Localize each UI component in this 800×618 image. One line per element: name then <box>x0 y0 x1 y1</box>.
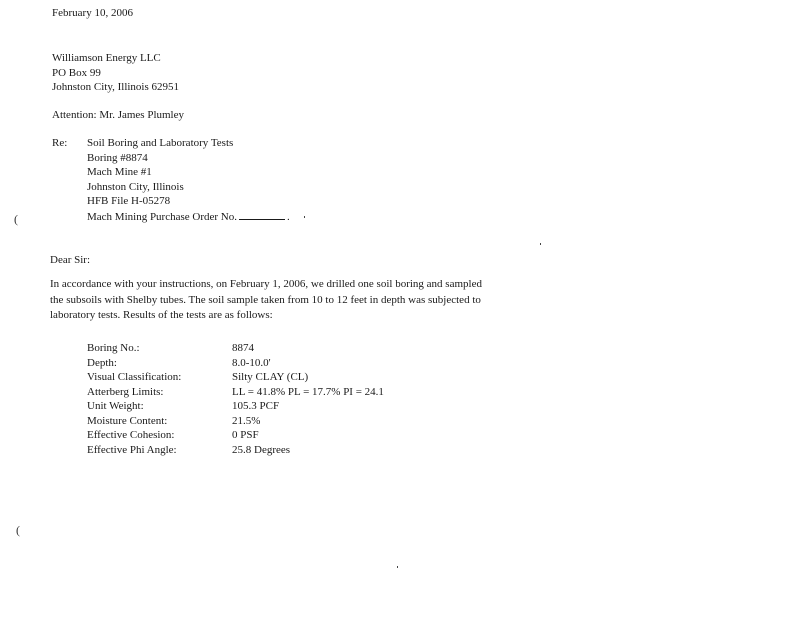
scan-speck <box>304 216 305 218</box>
result-value: 25.8 Degrees <box>232 443 291 456</box>
purchase-order-blank <box>239 209 285 220</box>
re-line-file: HFB File H-05278 <box>87 195 171 207</box>
results-row <box>87 414 507 429</box>
salutation: Dear Sir: <box>50 254 91 266</box>
results-row <box>87 385 507 400</box>
result-label: Effective Cohesion: <box>87 429 175 441</box>
body-line-1: In accordance with your instructions, on February 1, 2006, we drilled one soil boring and sampled <box>50 278 482 290</box>
result-value: 8874 <box>232 342 254 354</box>
re-line-subject: Soil Boring and Laboratory Tests <box>87 137 234 149</box>
results-row <box>87 356 507 371</box>
body-paragraph <box>50 277 482 324</box>
results-row <box>87 428 507 443</box>
body-line-3: laboratory tests. Results of the tests are as follows: <box>50 309 273 321</box>
re-line-boring: Boring #8874 <box>87 151 148 164</box>
re-line-location: Johnston City, Illinois <box>87 180 184 193</box>
result-label: Boring No.: <box>87 342 140 354</box>
result-value: 105.3 PCF <box>232 400 280 412</box>
result-value: 0 PSF <box>232 429 259 441</box>
attention-line: Attention: Mr. James Plumley <box>52 109 184 121</box>
result-label: Visual Classification: <box>87 371 182 383</box>
recipient-city: Johnston City, Illinois 62951 <box>52 81 180 93</box>
result-label: Effective Phi Angle: <box>87 443 177 456</box>
results-row <box>87 399 507 414</box>
body-line-2: the subsoils with Shelby tubes. The soil sample taken from 10 to 12 feet in depth was subjected to <box>50 293 481 306</box>
results-row <box>87 443 507 458</box>
recipient-company: Williamson Energy LLC <box>52 52 161 64</box>
scan-speck <box>397 566 398 568</box>
result-label: Unit Weight: <box>87 400 144 412</box>
recipient-address <box>52 51 179 95</box>
result-value: Silty CLAY (CL) <box>232 371 309 383</box>
result-value: 8.0-10.0' <box>232 356 271 369</box>
result-value: 21.5% <box>232 414 261 427</box>
result-label: Depth: <box>87 356 117 369</box>
result-label: Atterberg Limits: <box>87 385 164 398</box>
results-row <box>87 370 507 385</box>
purchase-order-label: Mach Mining Purchase Order No. <box>87 210 237 223</box>
re-line-purchase-order: Mach Mining Purchase Order No. . <box>87 210 290 223</box>
result-label: Moisture Content: <box>87 414 168 427</box>
re-block <box>87 136 290 223</box>
re-line-mine: Mach Mine #1 <box>87 166 152 178</box>
recipient-po-box: PO Box 99 <box>52 66 101 79</box>
results-row <box>87 341 507 356</box>
letter-date: February 10, 2006 <box>52 7 133 19</box>
results-table <box>87 341 507 457</box>
scan-mark: ( <box>14 212 18 226</box>
scan-mark: ( <box>16 523 20 537</box>
scan-speck <box>540 243 541 245</box>
result-value: LL = 41.8% PL = 17.7% PI = 24.1 <box>232 385 384 398</box>
re-label: Re: <box>52 137 68 149</box>
